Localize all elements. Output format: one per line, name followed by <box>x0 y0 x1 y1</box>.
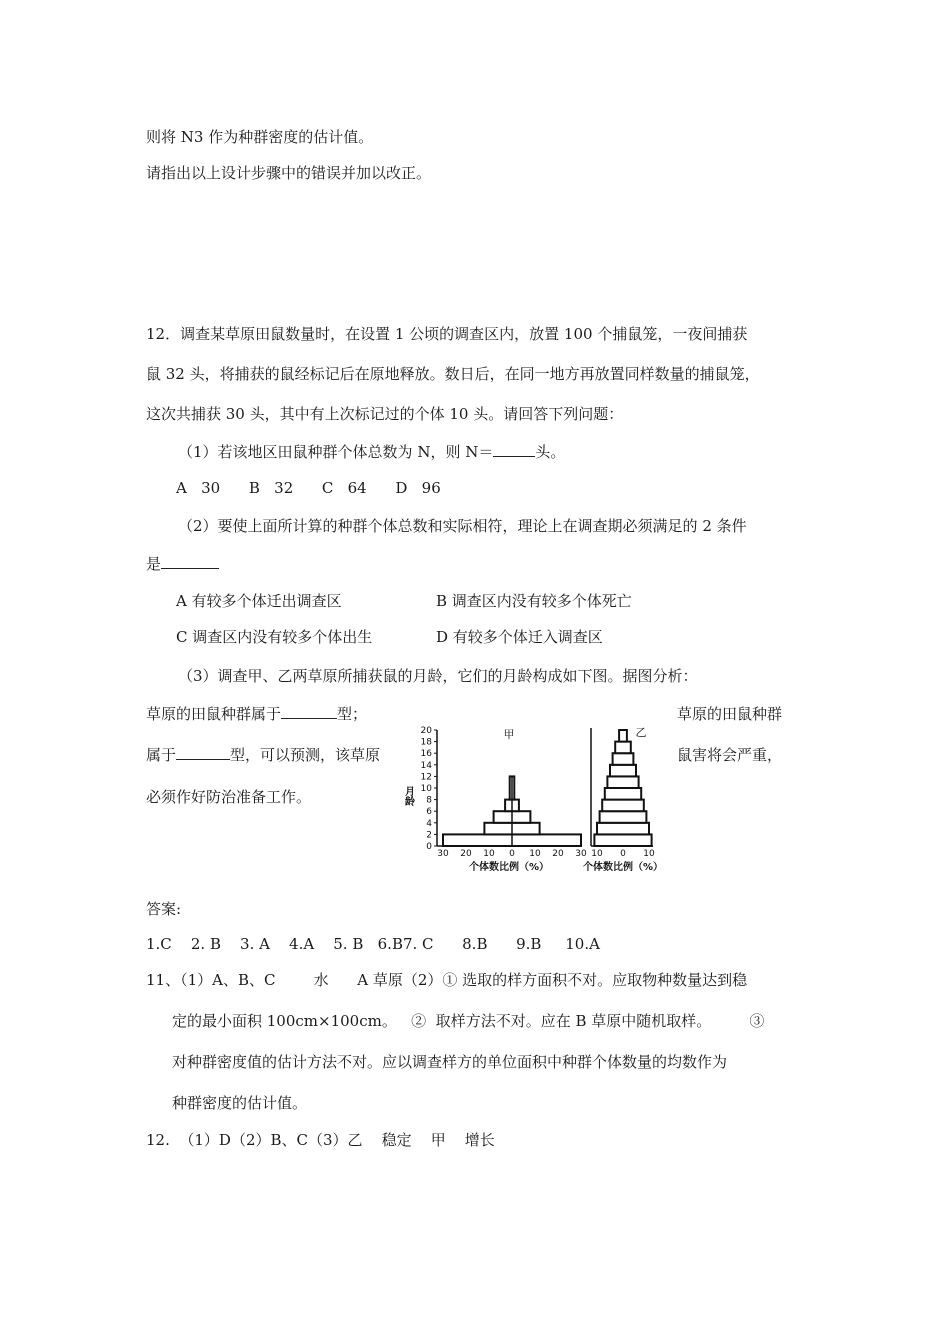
y-tick-label: 20 <box>420 726 432 736</box>
answer-blank <box>493 442 535 457</box>
option-b: B 调查区内没有较多个体死亡 <box>436 592 632 610</box>
part-1-text: （1）若该地区田鼠种群个体总数为 N，则 N＝ <box>178 443 494 461</box>
x-tick-label: 20 <box>460 849 472 859</box>
question-12-text: 这次共捕获 30 头，其中有上次标记过的个体 10 头。请回答下列问题： <box>146 405 624 423</box>
answer-11: 11、（1）A、B、C 水 A 草原（2）① 选取的样方面积不对。应取物种数量达到稳 <box>146 971 748 989</box>
part-3-text-d: 型，可以预测，该草原 <box>230 746 381 764</box>
x-tick-label: 20 <box>552 849 564 859</box>
y-tick-label: 14 <box>420 760 432 771</box>
x-axis-label: 个体数比例（%） <box>582 862 664 873</box>
x-axis-label: 个体数比例（%） <box>468 862 550 873</box>
answer-12: 12. （1）D（2）B、C（3）乙 稳定 甲 增长 <box>146 1131 495 1149</box>
y-tick-label: 18 <box>420 737 432 748</box>
y-axis-label: 月龄 <box>402 786 414 806</box>
question-12-text: 12．调查某草原田鼠数量时，在设置 1 公顷的调查区内，放置 100 个捕鼠笼，一夜间捕获 <box>146 325 748 343</box>
option-d: D 有较多个体迁入调查区 <box>436 628 603 646</box>
text-line: 请指出以上设计步骤中的错误并加以改正。 <box>146 164 432 182</box>
y-tick-label: 2 <box>426 830 432 841</box>
option-c: C 调查区内没有较多个体出生 <box>176 628 373 646</box>
y-tick-label: 16 <box>420 749 432 760</box>
part-3-text: 必须作好防治准备工作。 <box>146 788 312 806</box>
part-3-text <box>146 704 367 724</box>
y-tick-label: 12 <box>420 772 432 783</box>
answer-blank <box>176 745 230 760</box>
part-3-text-c: 属于 <box>146 746 177 764</box>
x-tick-label: 10 <box>483 849 495 859</box>
part-1-options: A 30 B 32 C 64 D 96 <box>176 479 441 497</box>
x-tick-label: 0 <box>620 849 626 859</box>
answer-11: 定的最小面积 100cm×100cm。 ② 取样方法不对。应在 B 草原中随机取样。 ③ <box>172 1012 765 1030</box>
y-tick-label: 6 <box>426 807 432 818</box>
y-tick-label: 0 <box>426 842 432 852</box>
pyramid-bar <box>619 730 627 742</box>
pyramid-bar <box>597 823 649 835</box>
answer-blank <box>281 704 337 719</box>
x-tick-label: 30 <box>437 849 449 859</box>
answers-heading: 答案: <box>146 900 182 918</box>
part-2-question <box>146 554 219 574</box>
part-3-text <box>146 745 380 765</box>
question-12-text: 鼠 32 头，将捕获的鼠经标记后在原地释放。数日后，在同一地方再放置同样数量的捕鼠笼， <box>146 365 760 383</box>
pyramid-bar <box>610 765 636 777</box>
x-tick-label: 10 <box>643 849 655 859</box>
chart-title: 甲 <box>503 728 515 741</box>
part-3-text-a: 草原的田鼠种群属于 <box>146 705 282 723</box>
x-tick-label: 30 <box>575 849 587 859</box>
age-pyramid-chart-yi <box>583 718 665 874</box>
answer-11: 种群密度的估计值。 <box>172 1094 308 1112</box>
pyramid-bar <box>605 788 641 800</box>
answers-1-10: 1.C 2. B 3. A 4.A 5. B 6.B7. C 8.B 9.B 10.A <box>146 935 600 953</box>
pyramid-bar <box>600 811 647 823</box>
y-tick-label: 4 <box>426 818 432 829</box>
pyramid-bar <box>594 834 651 846</box>
answer-blank <box>161 554 219 569</box>
pyramid-bar <box>613 753 634 765</box>
x-tick-label: 10 <box>529 849 541 859</box>
text-line: 则将 N3 作为种群密度的估计值。 <box>146 128 374 146</box>
part-1-unit: 头。 <box>535 443 566 461</box>
part-3-text-b: 型； <box>337 705 368 723</box>
part-3-question: （3）调查甲、乙两草原所捕获鼠的月龄，它们的月龄构成如下图。据图分析： <box>178 667 698 685</box>
pyramid-bar <box>607 776 638 788</box>
x-tick-label: 10 <box>591 849 603 859</box>
part-3-text: 鼠害将会严重， <box>677 746 783 764</box>
part-2-question: （2）要使上面所计算的种群个体总数和实际相符，理论上在调查期必须满足的 2 条件 <box>178 517 747 535</box>
pyramid-bar <box>602 800 644 812</box>
y-tick-label: 8 <box>426 795 432 806</box>
pyramid-bar <box>615 742 631 754</box>
answer-11: 对种群密度值的估计方法不对。应以调查样方的单位面积中种群个体数量的均数作为 <box>172 1053 728 1071</box>
age-pyramid-chart-jia <box>404 718 596 874</box>
x-tick-label: 0 <box>509 849 515 859</box>
part-2-text: 是 <box>146 555 162 573</box>
part-3-text: 草原的田鼠种群 <box>677 705 783 723</box>
y-tick-label: 10 <box>420 784 432 794</box>
option-a: A 有较多个体迁出调查区 <box>176 592 342 610</box>
part-1-question <box>178 442 565 462</box>
chart-title: 乙 <box>635 726 647 739</box>
